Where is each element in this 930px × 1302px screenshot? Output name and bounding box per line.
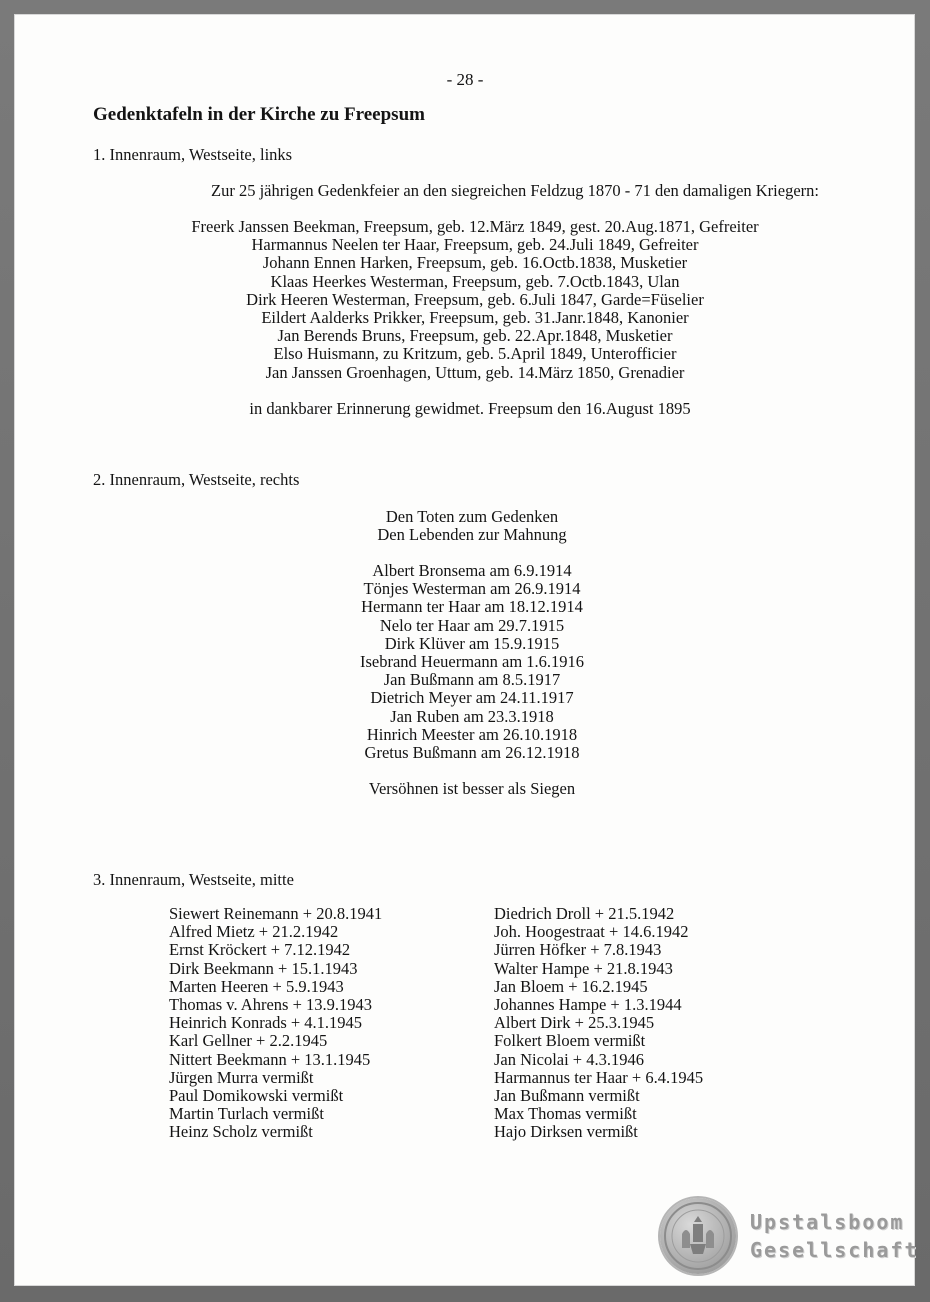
list-item: Siewert Reinemann + 20.8.1941	[169, 904, 383, 923]
list-item: Joh. Hoogestraat + 14.6.1942	[494, 922, 689, 942]
list-item: Gretus Bußmann am 26.12.1918	[364, 743, 580, 763]
section-2-heading: 2. Innenraum, Westseite, rechts	[93, 470, 300, 489]
list-item: Jürgen Murra vermißt	[169, 1067, 314, 1087]
list-item: Dirk Heeren Westerman, Freepsum, geb. 6.Juli 1847, Garde=Füselier	[246, 289, 704, 309]
list-item: Heinrich Konrads + 4.1.1945	[169, 1013, 363, 1033]
list-item: Dirk Klüver am 15.9.1915	[384, 633, 560, 653]
section-2-closing: Versöhnen ist besser als Siegen	[368, 779, 576, 798]
list-item: Hinrich Meester am 26.10.1918	[366, 724, 578, 744]
section-3-heading: 3. Innenraum, Westseite, mitte	[93, 870, 294, 889]
list-item: Freerk Janssen Beekman, Freepsum, geb. 12.März 1849, gest. 20.Aug.1871, Gefreiter	[191, 217, 759, 236]
list-item: Harmannus ter Haar + 6.4.1945	[494, 1067, 704, 1087]
section-3-right-column	[494, 905, 703, 1142]
list-item: Heinz Scholz vermißt	[169, 1122, 313, 1142]
section-1-names	[100, 218, 850, 382]
list-item: Jan Ruben am 23.3.1918	[390, 706, 554, 726]
list-item: Johann Ennen Harken, Freepsum, geb. 16.Octb.1838, Musketier	[262, 253, 688, 273]
list-item: Hermann ter Haar am 18.12.1914	[361, 597, 583, 617]
list-item: Nittert Beekmann + 13.1.1945	[169, 1049, 371, 1069]
list-item: Alfred Mietz + 21.2.1942	[169, 922, 339, 942]
list-item: Folkert Bloem vermißt	[494, 1031, 646, 1051]
list-item: Hajo Dirksen vermißt	[494, 1122, 638, 1142]
watermark-line-1: Upstalsboom	[750, 1210, 905, 1234]
list-item: Jan Bußmann am 8.5.1917	[383, 670, 561, 690]
list-item: Thomas v. Ahrens + 13.9.1943	[169, 995, 373, 1015]
list-item: Martin Turlach vermißt	[169, 1104, 324, 1124]
section-1-closing: in dankbarer Erinnerung gewidmet. Freepsum den 16.August 1895	[249, 399, 691, 418]
watermark-logo	[658, 1196, 918, 1276]
list-item: Jan Berends Bruns, Freepsum, geb. 22.Apr.1848, Musketier	[277, 326, 673, 346]
section-3-left-column	[169, 905, 382, 1142]
seal-icon	[660, 1198, 736, 1274]
list-item: Karl Gellner + 2.2.1945	[169, 1031, 328, 1051]
section-2-names	[272, 562, 672, 762]
section-2-motto	[272, 508, 672, 544]
list-item: Jan Nicolai + 4.3.1946	[494, 1049, 644, 1069]
list-item: Eildert Aalderks Prikker, Freepsum, geb. 31.Janr.1848, Kanonier	[261, 308, 689, 328]
section-1-intro: Zur 25 jährigen Gedenkfeier an den siegreichen Feldzug 1870 - 71 den damaligen Kriegern:	[211, 181, 819, 200]
list-item: Klaas Heerkes Westerman, Freepsum, geb. 7.Octb.1843, Ulan	[270, 271, 680, 291]
list-item: Nelo ter Haar am 29.7.1915	[379, 615, 565, 635]
page-number: - 28 -	[446, 70, 484, 89]
list-item: Jan Bloem + 16.2.1945	[494, 976, 648, 996]
motto-line: Den Toten zum Gedenken	[385, 507, 559, 526]
list-item: Johannes Hampe + 1.3.1944	[494, 995, 682, 1015]
list-item: Albert Dirk + 25.3.1945	[494, 1013, 655, 1033]
page-title: Gedenktafeln in der Kirche zu Freepsum	[93, 104, 425, 125]
list-item: Paul Domikowski vermißt	[169, 1086, 344, 1106]
list-item: Albert Bronsema am 6.9.1914	[372, 561, 572, 580]
list-item: Jan Janssen Groenhagen, Uttum, geb. 14.März 1850, Grenadier	[265, 362, 685, 382]
motto-line: Den Lebenden zur Mahnung	[377, 525, 567, 545]
list-item: Max Thomas vermißt	[494, 1104, 637, 1124]
list-item: Elso Huismann, zu Kritzum, geb. 5.April 1849, Unterofficier	[273, 344, 677, 364]
list-item: Ernst Kröckert + 7.12.1942	[169, 940, 351, 960]
list-item: Tönjes Westerman am 26.9.1914	[363, 579, 581, 599]
list-item: Dirk Beekmann + 15.1.1943	[169, 958, 358, 978]
section-1-heading: 1. Innenraum, Westseite, links	[93, 145, 293, 164]
list-item: Jürren Höfker + 7.8.1943	[494, 940, 662, 960]
list-item: Harmannus Neelen ter Haar, Freepsum, geb. 24.Juli 1849, Gefreiter	[251, 235, 699, 255]
list-item: Marten Heeren + 5.9.1943	[169, 976, 344, 996]
list-item: Isebrand Heuermann am 1.6.1916	[359, 652, 585, 672]
list-item: Walter Hampe + 21.8.1943	[494, 958, 673, 978]
watermark-line-2: Gesellschaft	[750, 1238, 919, 1262]
list-item: Jan Bußmann vermißt	[494, 1086, 640, 1106]
list-item: Diedrich Droll + 21.5.1942	[494, 904, 675, 923]
list-item: Dietrich Meyer am 24.11.1917	[370, 688, 574, 708]
